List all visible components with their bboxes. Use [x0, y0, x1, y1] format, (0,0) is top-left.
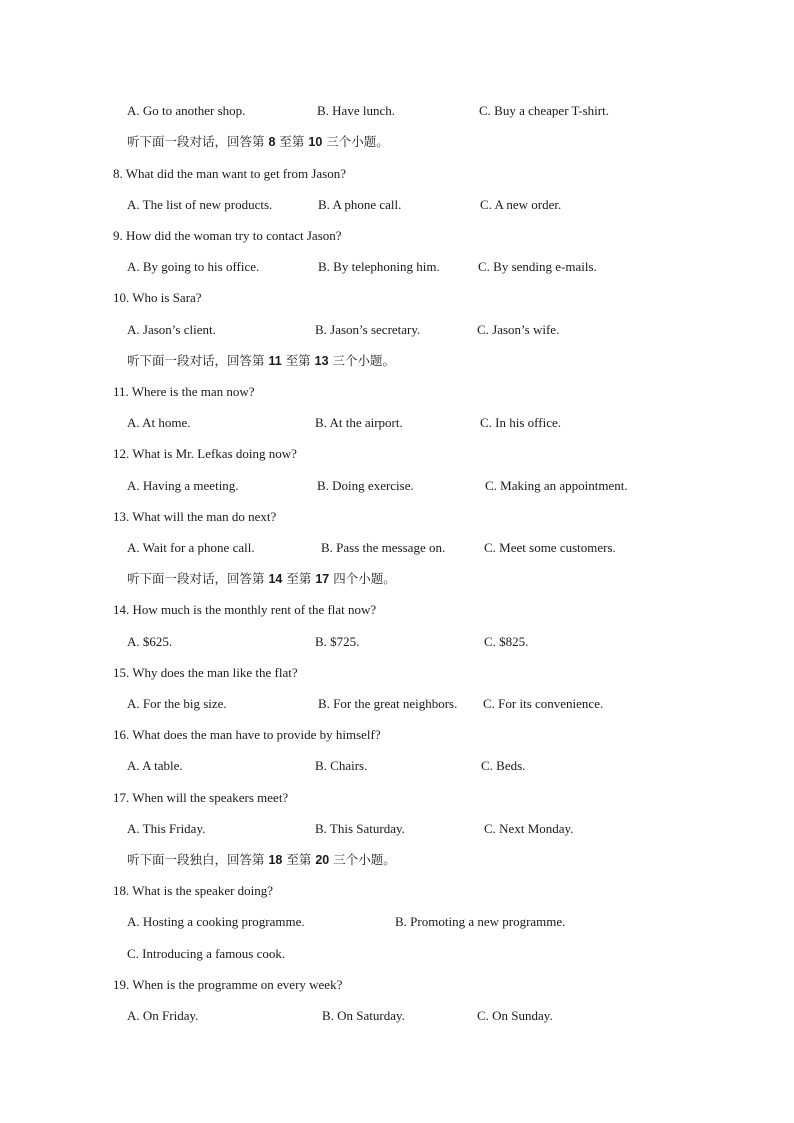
instruction-text: 至第 [282, 852, 316, 867]
answer-option: B. Pass the message on. [321, 540, 446, 555]
question-number: 14 [268, 572, 283, 586]
answer-option: C. Meet some customers. [484, 540, 616, 555]
instruction-text: 三个小题。 [329, 852, 396, 867]
answer-option: B. This Saturday. [315, 821, 405, 836]
answer-option: A. This Friday. [127, 821, 206, 836]
answer-option: A. Go to another shop. [127, 103, 246, 118]
answer-option: C. On Sunday. [477, 1008, 553, 1023]
instruction-text: 至第 [275, 134, 309, 149]
instruction-text: 三个小题。 [328, 353, 396, 368]
section-instruction [127, 134, 389, 150]
answer-option: B. For the great neighbors. [318, 696, 458, 711]
question-text: 8. What did the man want to get from Jason? [113, 166, 346, 181]
answer-option: B. On Saturday. [322, 1008, 405, 1023]
question-text: 9. How did the woman try to contact Jason? [113, 228, 342, 243]
answer-option: A. For the big size. [127, 696, 227, 711]
instruction-text: 四个小题。 [329, 571, 396, 586]
question-text: 18. What is the speaker doing? [113, 883, 274, 898]
instruction-text: 听下面一段对话，回答第 [127, 134, 269, 149]
instruction-text: 听下面一段对话，回答第 [127, 571, 269, 586]
answer-option: C. Introducing a famous cook. [127, 946, 286, 961]
instruction-text: 听下面一段独白，回答第 [127, 852, 269, 867]
answer-option: C. Beds. [481, 758, 526, 773]
answer-option: C. In his office. [480, 415, 561, 430]
question-number: 10 [308, 135, 323, 149]
question-text: 12. What is Mr. Lefkas doing now? [113, 446, 297, 461]
answer-option: A. The list of new products. [127, 197, 273, 212]
answer-option: B. Doing exercise. [317, 478, 414, 493]
question-text: 10. Who is Sara? [113, 290, 202, 305]
answer-option: B. At the airport. [315, 415, 403, 430]
section-instruction [127, 353, 395, 369]
question-number: 18 [268, 853, 283, 867]
answer-option: C. A new order. [480, 197, 562, 212]
question-text: 15. Why does the man like the flat? [113, 665, 298, 680]
question-text: 14. How much is the monthly rent of the flat now? [113, 602, 377, 617]
answer-option: C. Making an appointment. [485, 478, 628, 493]
answer-option: B. Jason’s secretary. [315, 322, 421, 337]
answer-option: A. Wait for a phone call. [127, 540, 255, 555]
question-number: 20 [315, 853, 330, 867]
answer-option: A. At home. [127, 415, 191, 430]
answer-option: B. By telephoning him. [318, 259, 440, 274]
answer-option: B. Chairs. [315, 758, 368, 773]
section-instruction [127, 571, 396, 587]
instruction-text: 至第 [282, 571, 316, 586]
answer-option: A. A table. [127, 758, 183, 773]
answer-option: A. Having a meeting. [127, 478, 239, 493]
answer-option: A. On Friday. [127, 1008, 199, 1023]
instruction-text: 听下面一段对话，回答第 [127, 353, 269, 368]
question-text: 17. When will the speakers meet? [113, 790, 289, 805]
question-number: 11 [268, 354, 282, 368]
question-number: 17 [315, 572, 330, 586]
answer-option: B. Have lunch. [317, 103, 395, 118]
question-number: 8 [268, 135, 276, 149]
answer-option: C. For its convenience. [483, 696, 604, 711]
answer-option: C. Next Monday. [484, 821, 574, 836]
question-text: 11. Where is the man now? [113, 384, 255, 399]
answer-option: A. Jason’s client. [127, 322, 216, 337]
question-text: 16. What does the man have to provide by himself? [113, 727, 381, 742]
answer-option: B. $725. [315, 634, 360, 649]
question-text: 19. When is the programme on every week? [113, 977, 343, 992]
section-instruction [127, 852, 396, 868]
answer-option: C. By sending e-mails. [478, 259, 597, 274]
answer-option: A. By going to his office. [127, 259, 260, 274]
question-text: 13. What will the man do next? [113, 509, 277, 524]
answer-option: B. A phone call. [318, 197, 402, 212]
question-number: 13 [314, 354, 329, 368]
answer-option: C. Buy a cheaper T-shirt. [479, 103, 609, 118]
answer-option: A. $625. [127, 634, 173, 649]
answer-option: C. $825. [484, 634, 529, 649]
instruction-text: 三个小题。 [322, 134, 389, 149]
answer-option: C. Jason’s wife. [477, 322, 560, 337]
answer-option: A. Hosting a cooking programme. [127, 914, 305, 929]
instruction-text: 至第 [281, 353, 315, 368]
answer-option: B. Promoting a new programme. [395, 914, 566, 929]
